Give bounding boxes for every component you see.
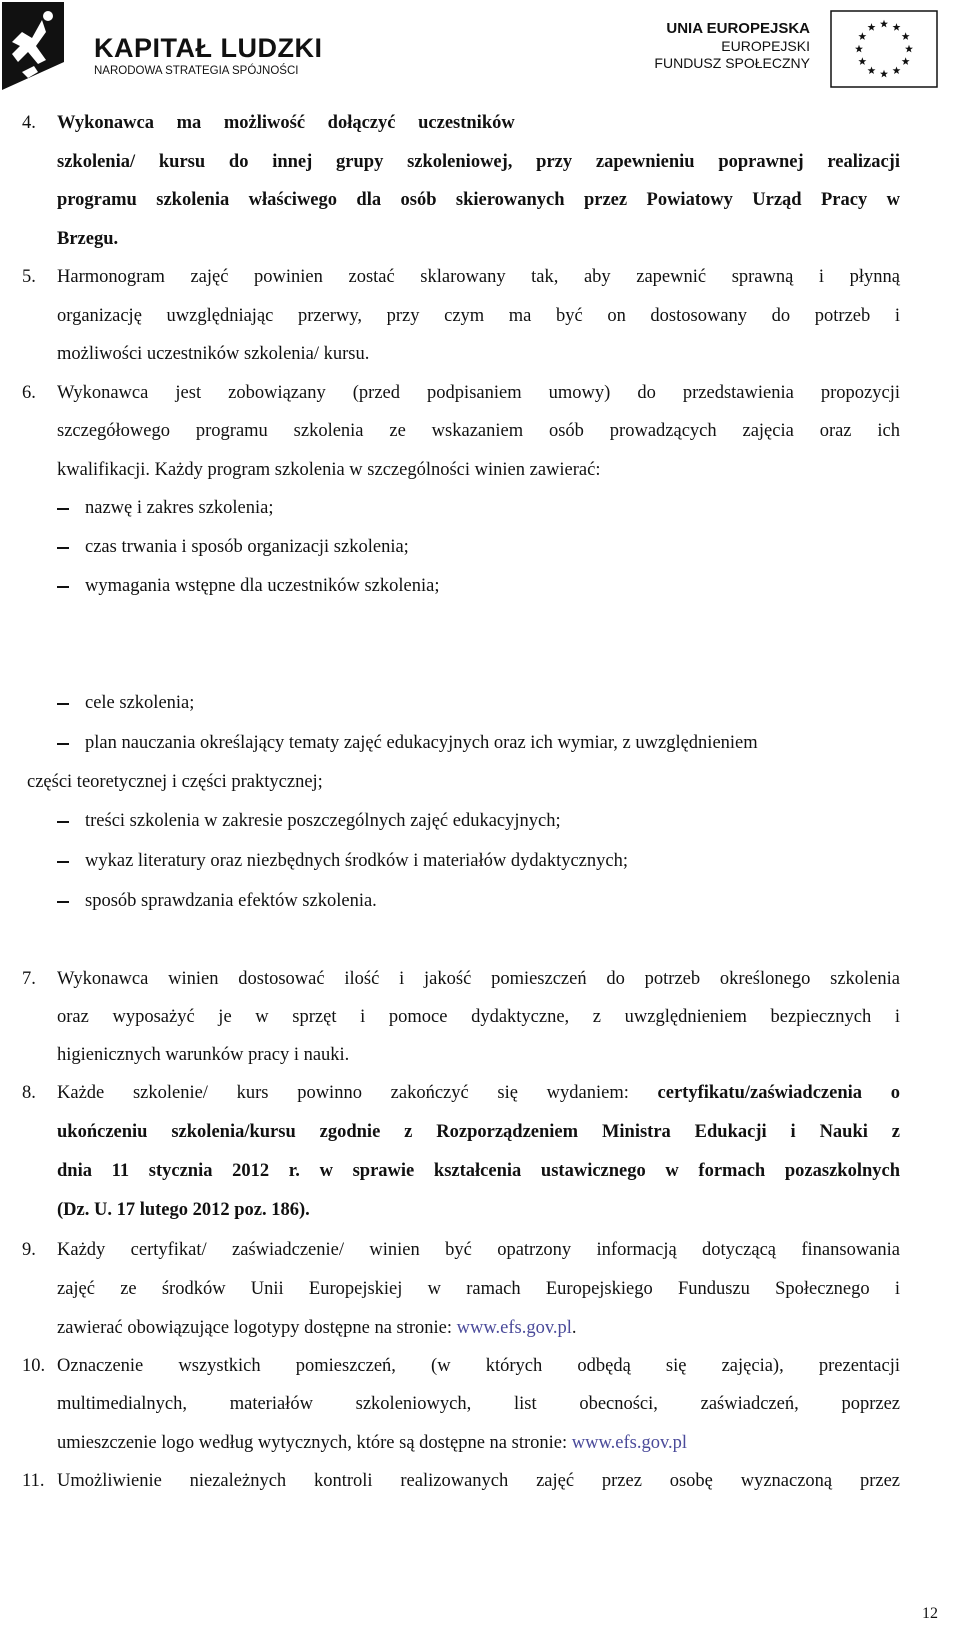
eu-flag-icon	[830, 10, 938, 88]
item-9-line-3-text: zawierać obowiązujące logotypy dostępne na stronie:	[57, 1318, 457, 1338]
page-header	[0, 0, 960, 100]
list-item: plan nauczania określający tematy zajęć edukacyjnych oraz ich wymiar, z uwzględnieniem	[85, 733, 758, 753]
item-10-line-3-text: umieszczenie logo według wytycznych, które są dostępne na stronie:	[57, 1433, 572, 1453]
item-6-number: 6.	[22, 383, 36, 403]
item-11-number: 11.	[22, 1471, 45, 1491]
dash-icon	[57, 743, 69, 745]
item-7-line-1: Wykonawca winien dostosować ilość i jakość pomieszczeń do potrzeb określonego szkolenia	[57, 969, 900, 989]
dash-icon	[57, 508, 69, 510]
item-8-line-2: ukończeniu szkolenia/kursu zgodnie z Rozporządzeniem Ministra Edukacji i Nauki z	[57, 1122, 900, 1142]
item-4-line-3: programu szkolenia właściwego dla osób skierowanych przez Powiatowy Urząd Pracy w	[57, 190, 900, 210]
list-item: treści szkolenia w zakresie poszczególnych zajęć edukacyjnych;	[85, 811, 561, 831]
item-4-number: 4.	[22, 113, 36, 133]
item-9-number: 9.	[22, 1240, 36, 1260]
item-9-line-3	[57, 1316, 577, 1340]
item-7-line-3: higienicznych warunków pracy i nauki.	[57, 1045, 350, 1065]
dash-icon	[57, 547, 69, 549]
item-5-number: 5.	[22, 267, 36, 287]
item-5-line-3: możliwości uczestników szkolenia/ kursu.	[57, 344, 370, 364]
eu-title: UNIA EUROPEJSKA	[666, 20, 810, 37]
eu-wordmark	[654, 20, 810, 72]
kapital-ludzki-subtitle: NARODOWA STRATEGIA SPÓJNOŚCI	[94, 65, 299, 77]
eu-efs-logo	[640, 10, 940, 90]
efs-line1: EUROPEJSKI	[721, 38, 810, 54]
item-4-line-1: Wykonawca ma możliwość dołączyć uczestników	[57, 113, 515, 133]
list-item: nazwę i zakres szkolenia;	[85, 498, 274, 518]
item-7-number: 7.	[22, 969, 36, 989]
dash-icon	[57, 703, 69, 705]
list-item: wymagania wstępne dla uczestników szkolenia;	[85, 576, 440, 596]
efs-line2: FUNDUSZ SPOŁECZNY	[654, 55, 810, 71]
kapital-ludzki-wordmark	[94, 34, 322, 78]
item-5-line-1: Harmonogram zajęć powinien zostać sklarowany tak, aby zapewnić sprawną i płynną	[57, 267, 900, 287]
item-5-line-2: organizację uwzględniając przerwy, przy czym ma być on dostosowany do potrzeb i	[57, 306, 900, 326]
item-8-line-3: dnia 11 stycznia 2012 r. w sprawie kształcenia ustawicznego w formach pozaszkolnych	[57, 1161, 900, 1181]
item-4-line-4: Brzegu.	[57, 229, 119, 249]
item-4-line-2: szkolenia/ kursu do innej grupy szkoleniowej, przy zapewnieniu poprawnej realizacji	[57, 152, 900, 172]
list-item: cele szkolenia;	[85, 693, 195, 713]
dash-icon	[57, 821, 69, 823]
efs-link[interactable]: www.efs.gov.pl	[571, 1433, 688, 1453]
item-9-line-2: zajęć ze środków Unii Europejskiej w ramach Europejskiego Funduszu Społecznego i	[57, 1279, 900, 1299]
list-item-continuation: części teoretycznej i części praktycznej;	[27, 772, 323, 792]
item-8-line-1	[57, 1081, 900, 1105]
item-9-line-1: Każdy certyfikat/ zaświadczenie/ winien być opatrzony informacją dotyczącą finansowania	[57, 1240, 900, 1260]
dash-icon	[57, 861, 69, 863]
list-item: wykaz literatury oraz niezbędnych środków i materiałów dydaktycznych;	[85, 851, 628, 871]
item-9-line-3-end: .	[571, 1318, 577, 1338]
item-11-line-1: Umożliwienie niezależnych kontroli realizowanych zajęć przez osobę wyznaczoną przez	[57, 1471, 900, 1491]
kapital-ludzki-logo	[2, 2, 332, 92]
item-7-line-2: oraz wyposażyć je w sprzęt i pomoce dydaktyczne, z uwzględnieniem bezpiecznych i	[57, 1007, 900, 1027]
list-item: sposób sprawdzania efektów szkolenia.	[85, 891, 377, 911]
item-8-line-1-bold: certyfikatu/zaświadczenia o	[657, 1083, 900, 1103]
item-10-number: 10.	[22, 1356, 46, 1376]
item-6-line-2: szczegółowego programu szkolenia ze wskazaniem osób prowadzących zajęcia oraz ich	[57, 421, 900, 441]
list-item: czas trwania i sposób organizacji szkolenia;	[85, 537, 409, 557]
efs-link[interactable]: www.efs.gov.pl	[456, 1318, 572, 1338]
kapital-ludzki-title: KAPITAŁ LUDZKI	[94, 33, 323, 63]
item-6-line-1: Wykonawca jest zobowiązany (przed podpisaniem umowy) do przedstawienia propozycji	[57, 383, 900, 403]
item-10-line-2: multimedialnych, materiałów szkoleniowych, list obecności, zaświadczeń, poprzez	[57, 1394, 900, 1414]
dash-icon	[57, 586, 69, 588]
page-number: 12	[922, 1605, 938, 1622]
kapital-ludzki-logo-icon	[2, 2, 72, 90]
item-10-line-3	[57, 1431, 687, 1455]
item-8-line-4: (Dz. U. 17 lutego 2012 poz. 186).	[57, 1200, 310, 1220]
item-8-number: 8.	[22, 1083, 36, 1103]
item-10-line-1: Oznaczenie wszystkich pomieszczeń, (w których odbędą się zajęcia), prezentacji	[57, 1356, 900, 1376]
item-6-line-3: kwalifikacji. Każdy program szkolenia w szczególności winien zawierać:	[57, 460, 601, 480]
dash-icon	[57, 901, 69, 903]
item-8-line-1-text: Każde szkolenie/ kurs powinno zakończyć się wydaniem:	[57, 1083, 658, 1103]
